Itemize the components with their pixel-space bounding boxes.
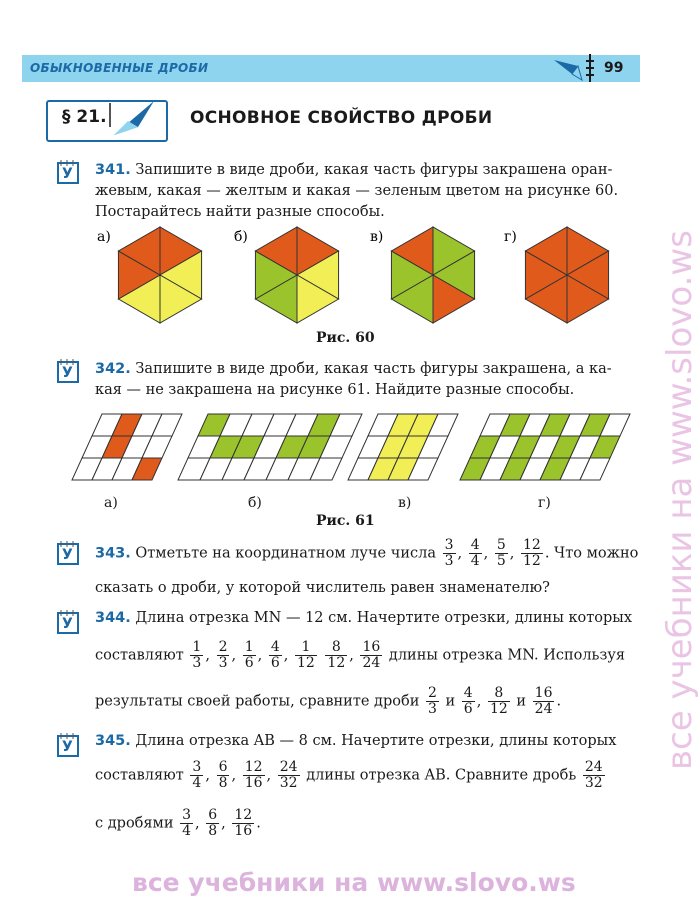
- section-number: § 21.: [62, 107, 107, 127]
- problem-343-line1: 343. Отметьте на координатном луче числа $\frac{3}{3}$ , $\frac{4}{4}$ , $\frac{5}{5}$ , $\frac{12}{12}$ . Что можно: [95, 537, 639, 569]
- problem-345-line3: с дробями $\frac{3}{4}$ , $\frac{6}{8}$ , $\frac{12}{16}$ .: [95, 807, 261, 839]
- figure-61: [0, 410, 700, 485]
- task-badge: У: [57, 733, 79, 757]
- task-badge: У: [57, 541, 79, 565]
- problem-343-line2: сказать о дроби, у которой числитель равен знаменателю?: [95, 580, 550, 596]
- fraction: $\frac{5}{5}$: [496, 537, 506, 569]
- pen-icon: [108, 97, 162, 141]
- task-badge: У: [57, 610, 79, 634]
- watermark-bottom: все учебники на www.slovo.ws: [132, 868, 576, 897]
- hexagon-label: а): [97, 229, 111, 245]
- hexagon-label: г): [504, 229, 517, 245]
- task-badge: У: [57, 160, 79, 184]
- watermark-side: все учебники на www.slovo.ws: [660, 230, 700, 770]
- problem-342: 342. Запишите в виде дроби, какая часть фигуры закрашена, а ка- кая — не закрашена на рисунке 61. Найдите разные способы.: [95, 361, 612, 398]
- grid-label-a: а): [104, 495, 118, 511]
- hexagon-label: в): [370, 229, 384, 245]
- fraction: $\frac{12}{12}$: [523, 537, 541, 569]
- running-header: ОБЫКНОВЕННЫЕ ДРОБИ: [30, 61, 209, 75]
- hexagon-label: б): [234, 229, 248, 245]
- grid-label-c: в): [398, 495, 412, 511]
- problem-345-line1: 345. Длина отрезка AB — 8 см. Начертите отрезки, длины которых: [95, 733, 617, 749]
- section-title: ОСНОВНОЕ СВОЙСТВО ДРОБИ: [190, 108, 493, 128]
- fraction: $\frac{4}{4}$: [470, 537, 480, 569]
- fraction: $\frac{3}{3}$: [444, 537, 454, 569]
- task-badge: У: [57, 359, 79, 383]
- page-number: 99: [604, 60, 624, 76]
- grid-label-b: б): [248, 495, 262, 511]
- pencil-icon: [552, 52, 598, 84]
- figure-caption-60: Рис. 60: [316, 330, 375, 346]
- problem-344-line3: результаты своей работы, сравните дроби $\frac{2}{3}$ и $\frac{4}{6}$ , $\frac{8}{12}$ и $\frac{16}{24}$ .: [95, 685, 562, 717]
- figure-60: [0, 225, 700, 330]
- grid-label-d: г): [538, 495, 551, 511]
- figure-caption-61: Рис. 61: [316, 513, 375, 529]
- problem-344-line1: 344. Длина отрезка MN — 12 см. Начертите отрезки, длины которых: [95, 610, 633, 626]
- problem-341: 341. Запишите в виде дроби, какая часть фигуры закрашена оран- жевым, какая — желтым и какая — зеленым цветом на рисунке 60. Постарайтесь найти разные способы.: [95, 162, 619, 220]
- problem-345-line2: составляют $\frac{3}{4}$ , $\frac{6}{8}$ , $\frac{12}{16}$ , $\frac{24}{32}$ длины отрезка AB. Сравните дробь $\frac{24}{32}$: [95, 759, 603, 791]
- problem-344-line2: составляют $\frac{1}{3}$ , $\frac{2}{3}$ , $\frac{1}{6}$ , $\frac{4}{6}$ , $\frac{1}{12}$ $\frac{8}{12}$ , $\frac{16}{24}$ длины отрезка MN. Используя: [95, 639, 626, 671]
